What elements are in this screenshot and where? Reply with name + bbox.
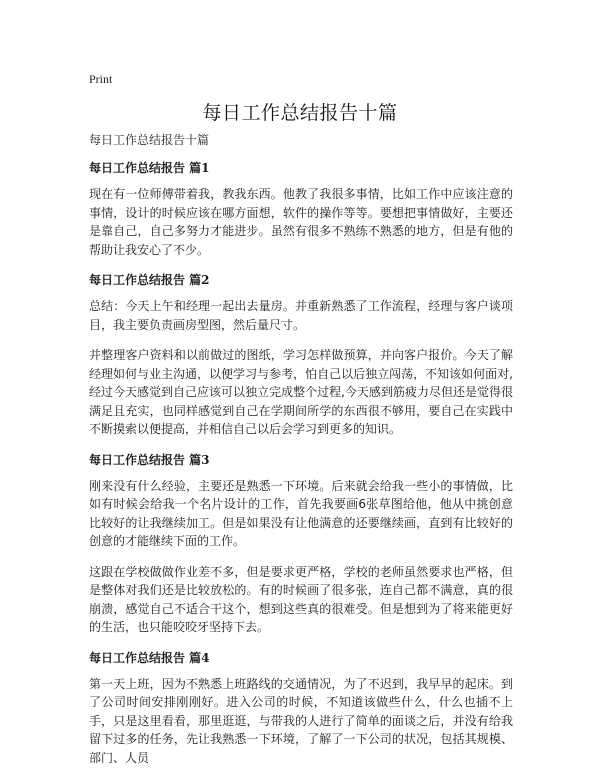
print-label: Print [89, 72, 113, 86]
section-4 [89, 649, 513, 768]
paragraph: 总结：今天上午和经理一起出去量房。并重新熟悉了工作流程，经理与客户谈项目，我主要负责画房型图，然后量尺寸。 [89, 299, 513, 332]
paragraph: 第一天上班，因为不熟悉上班路线的交通情况，为了不迟到，我早早的起床。到了公司时间安排刚刚好。进入公司的时候，不知道该做些什么，什么也插不上手，只是这里看看，那里逛逛，与带我的人进行了简单的面谈之后，并没有给我留下过多的任务，先让我熟悉一下环境，了解了一下公司的状况，包括其规模、部门、人员 [89, 676, 513, 765]
paragraph: 刚来没有什么经验，主要还是熟悉一下环境。后来就会给我一些小的事情做，比如有时候会给我一个名片设计的工作，首先我要画6张草图给他，他从中挑创意比较好的让我继续加工。但是如果没有让他满意的还要继续画，直到有比较好的创意的才能继续下面的工作。 [89, 478, 513, 548]
section-2 [89, 271, 513, 439]
document-title: 每日工作总结报告十篇 [202, 102, 398, 124]
document-subtitle: 每日工作总结报告十篇 [89, 133, 210, 147]
paragraph: 这跟在学校做做作业差不多，但是要求更严格，学校的老师虽然要求也严格，但是整体对我们还是比较放松的。有的时候画了很多张，连自己都不满意，真的很崩溃，感觉自己不适合干这个，想到这些真的很难受。但是想到为了将来能更好的生活，也只能咬咬牙坚持下去。 [89, 564, 513, 634]
paragraph: 并整理客户资料和以前做过的图纸，学习怎样做预算，并向客户报价。今天了解经理如何与业主沟通，以便学习与参考，怕自己以后独立闯荡，不知该如何面对,经过今天感觉到自己应该可以独立完成整个过程,今天感到筋疲力尽但还是觉得很满足且充实，也同样感觉到自己在学期间所学的东西很不够用，要自己在实践中不断摸索以便提高，并相信自己以后会学习到更多的知识。 [89, 348, 513, 436]
section-1 [89, 159, 513, 259]
section-heading: 每日工作总结报告 篇2 [89, 273, 210, 287]
section-3 [89, 451, 513, 637]
section-heading: 每日工作总结报告 篇3 [89, 452, 210, 467]
section-heading: 每日工作总结报告 篇1 [89, 161, 210, 175]
section-heading: 每日工作总结报告 篇4 [89, 650, 210, 665]
paragraph: 现在有一位师傅带着我，教我东西。他教了我很多事情，比如工作中应该注意的事情，设计的时候应该在哪方面想，软件的操作等等。要想把事情做好，主要还是靠自己，自己多努力才能进步。虽然有很多不熟练不熟悉的地方，但是有他的帮助让我安心了不少。 [89, 187, 513, 257]
document-body [89, 131, 513, 779]
